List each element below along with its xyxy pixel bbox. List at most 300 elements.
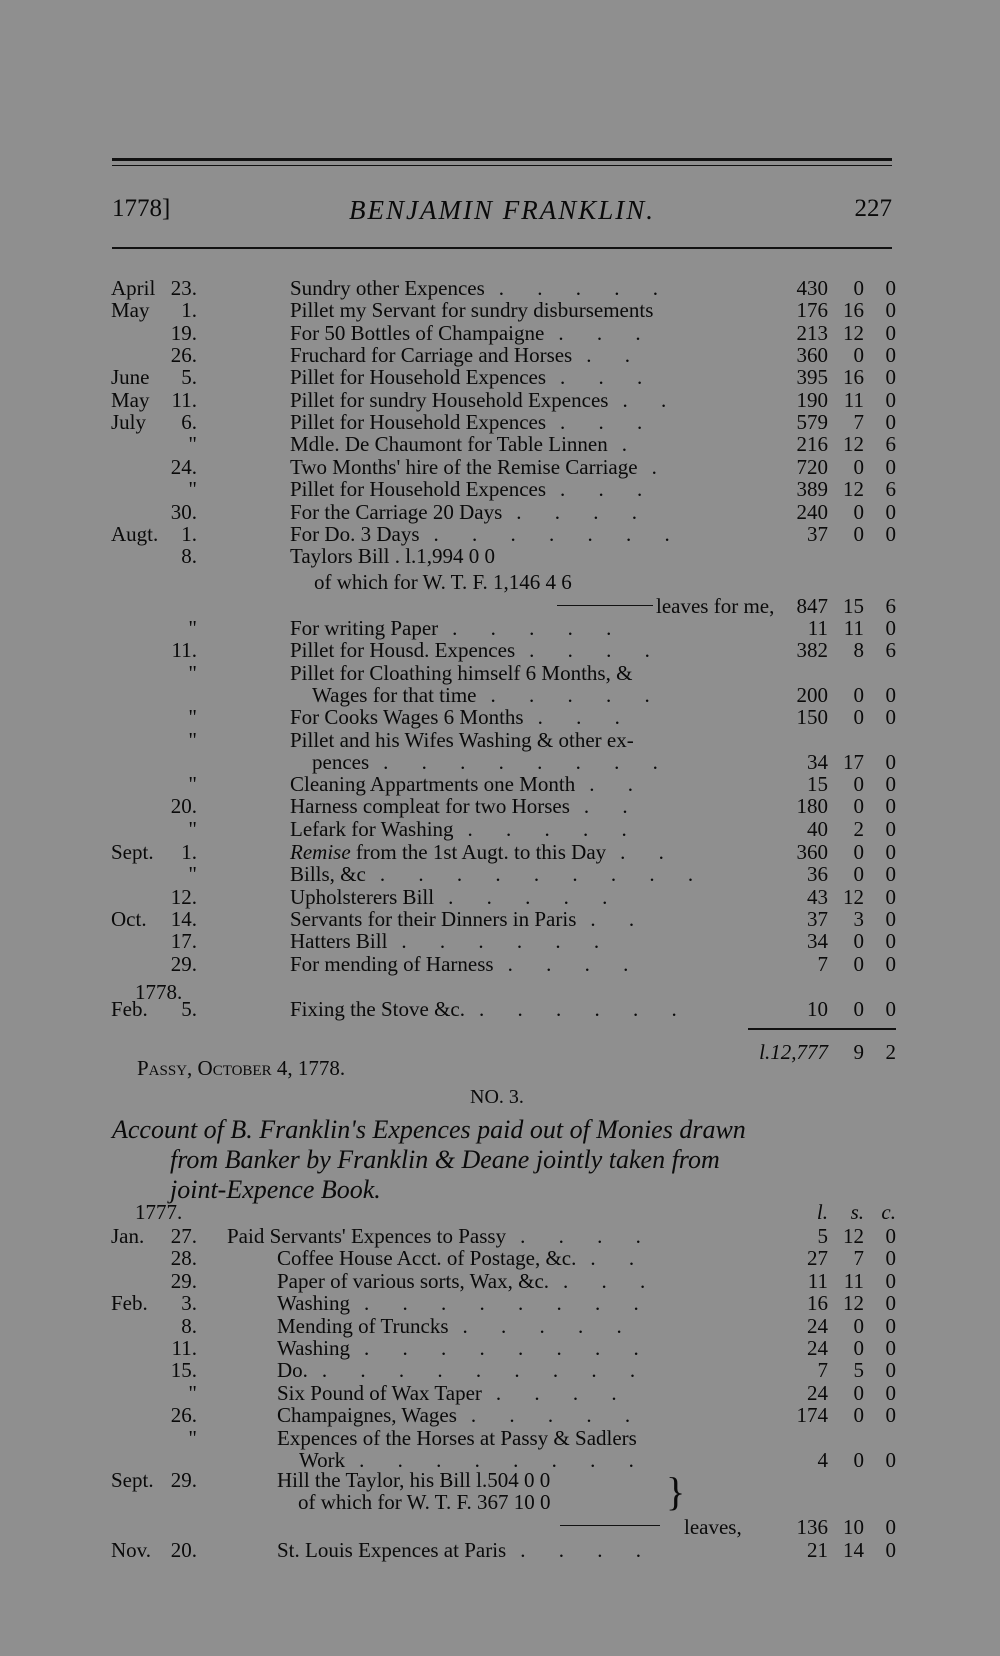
ledger-row	[0, 817, 1000, 841]
amount-pounds: 34	[807, 929, 828, 954]
account-title-line-1: Account of B. Franklin's Expences paid out of Monies drawn	[112, 1115, 746, 1144]
entry-month: Augt.	[111, 521, 159, 546]
amount-pounds: 43	[807, 884, 828, 909]
entry-description-text: Fixing the Stove &c.	[290, 997, 465, 1021]
leader-dots: . . . . .	[490, 682, 664, 707]
entry-description-text: Harness compleat for two Horses	[290, 794, 570, 819]
entry-description-text: Coffee House Acct. of Postage, &c.	[277, 1246, 577, 1271]
amount-pence: 0	[885, 951, 896, 976]
entry-day: 20.	[170, 794, 197, 819]
entry-description	[290, 500, 651, 524]
ledger-row	[0, 907, 1000, 931]
amount-pounds: 176	[796, 298, 828, 323]
amount-pence: 0	[885, 365, 896, 390]
entry-month: Jan.	[111, 1224, 145, 1248]
amount-pence: 0	[885, 1291, 896, 1316]
amount-pence: 0	[885, 343, 896, 368]
entry-description-text: Pillet for Housd. Expences	[290, 638, 516, 663]
entry-day: "	[188, 816, 197, 841]
amount-pounds: 395	[796, 365, 828, 390]
amount-shillings: 12	[843, 477, 864, 502]
entry-description	[290, 343, 644, 367]
ledger-row	[0, 616, 1000, 640]
entry-description-text: Pillet for sundry Household Expences	[290, 387, 609, 412]
amount-pounds: 24	[807, 1336, 828, 1360]
entry-day: 1.	[181, 840, 197, 864]
leader-dots: . . . . .	[462, 1313, 636, 1338]
entry-description	[290, 432, 641, 456]
entry-description-text: Paid Servants' Expences to Passy	[227, 1224, 507, 1248]
ledger-row	[0, 455, 1000, 479]
amount-shillings: 12	[843, 320, 864, 345]
ledger-row	[0, 1224, 1000, 1248]
entry-description	[290, 522, 684, 546]
entry-day: 27.	[170, 1224, 197, 1248]
leader-dots: . . . . .	[498, 276, 673, 300]
entry-day: 11.	[171, 1336, 197, 1360]
amount-pence: 0	[885, 862, 896, 887]
entry-description	[290, 410, 656, 434]
amount-pounds: 21	[807, 1538, 828, 1562]
leader-dots: .	[621, 432, 641, 457]
amount-pence: 6	[885, 432, 896, 457]
entry-description	[227, 1224, 655, 1248]
entry-description-text: Paper of various sorts, Wax, &c.	[277, 1268, 550, 1293]
entry-month: Oct.	[111, 906, 147, 931]
amount-pounds: 136	[796, 1515, 828, 1539]
leaves-dash-2	[560, 1525, 660, 1526]
amount-pence: 0	[885, 298, 896, 323]
entry-day: "	[188, 432, 197, 457]
ledger-row	[0, 1246, 1000, 1270]
ledger-row	[0, 794, 1000, 818]
amount-pounds: 579	[796, 410, 828, 435]
amount-pounds: 7	[817, 951, 828, 976]
amount-pounds: 389	[796, 477, 828, 502]
entry-day: 23.	[170, 276, 197, 300]
entry-day: 12.	[170, 884, 197, 909]
entry-description	[290, 544, 495, 568]
account-title	[112, 1115, 902, 1205]
entry-description	[290, 885, 621, 909]
entry-day: 14.	[170, 906, 197, 931]
entry-month: May	[111, 387, 150, 412]
entry-day: 29.	[170, 1268, 197, 1293]
entry-month: Sept.	[111, 840, 154, 864]
amount-shillings: 11	[843, 1268, 864, 1293]
entry-description-text: Pillet and his Wifes Washing & other ex-	[290, 727, 634, 752]
entry-day: 30.	[170, 499, 197, 524]
entry-description-text: Two Months' hire of the Remise Carriage	[290, 454, 638, 479]
leader-dots: . . . . . . .	[433, 521, 684, 546]
entry-description	[290, 997, 691, 1021]
entry-description	[277, 1403, 644, 1427]
amount-shillings: 10	[843, 1515, 864, 1539]
amount-pounds: 213	[796, 320, 828, 345]
ledger-row	[0, 321, 1000, 345]
ledger-row	[0, 1336, 1000, 1360]
leaves-line-2	[0, 1515, 1000, 1539]
header-year: 1778]	[112, 195, 171, 222]
entry-description	[277, 1538, 655, 1562]
entry-month: April	[111, 276, 156, 300]
amount-shillings: 12	[843, 432, 864, 457]
entry-day: 20.	[170, 1538, 197, 1562]
entry-day: "	[188, 1425, 197, 1450]
amount-shillings: 8	[853, 638, 864, 663]
amount-pence: 0	[885, 997, 896, 1021]
amount-pounds: 216	[796, 432, 828, 457]
place-date: Passy, October 4, 1778.	[137, 1056, 346, 1080]
amount-pounds: 190	[796, 387, 828, 412]
entry-day: 8.	[181, 1313, 197, 1338]
amount-shillings: 17	[843, 749, 864, 774]
amount-pence: 0	[885, 682, 896, 707]
ledger-row	[0, 772, 1000, 796]
amount-pounds: 180	[796, 794, 828, 819]
amount-pounds: 37	[807, 521, 828, 546]
entry-day: 1.	[181, 521, 197, 546]
leader-dots: . .	[586, 343, 644, 368]
entry-day: 3.	[181, 1291, 197, 1316]
entry-day: 5.	[181, 997, 197, 1021]
ledger-row	[0, 997, 1000, 1021]
amount-pounds: 430	[796, 276, 828, 300]
entry-description	[290, 455, 671, 479]
entry-day: 11.	[171, 387, 197, 412]
hill-day: 29.	[170, 1468, 197, 1492]
entry-description	[290, 616, 625, 640]
top-rule-thin	[112, 165, 892, 166]
leader-dots: . .	[622, 387, 681, 412]
entry-description-text: For Do. 3 Days	[290, 521, 420, 546]
amount-pounds: 174	[796, 1403, 828, 1428]
entry-description-text: Washing	[277, 1336, 350, 1360]
entry-description	[277, 1291, 653, 1315]
leader-dots: . .	[590, 906, 649, 931]
ledger-row	[0, 276, 1000, 300]
account-title-line-2: from Banker by Franklin & Deane jointly taken from	[170, 1145, 720, 1174]
section-number: NO. 3.	[470, 1086, 524, 1108]
entry-description	[290, 477, 656, 501]
amount-pounds: 34	[807, 749, 828, 774]
amount-shillings: 0	[853, 454, 864, 479]
amount-pounds: 15	[807, 772, 828, 797]
amount-pence: 0	[885, 1268, 896, 1293]
entry-description-text: Mending of Truncks	[277, 1313, 449, 1338]
entry-description	[290, 772, 647, 796]
leaves-label: leaves,	[684, 1515, 742, 1539]
entry-month: Feb.	[111, 997, 148, 1021]
leader-dots: .	[651, 454, 671, 479]
ledger-row	[0, 410, 1000, 434]
amount-shillings: 0	[853, 1448, 864, 1472]
header-title: BENJAMIN FRANKLIN.	[349, 195, 655, 225]
amount-shillings: 5	[853, 1358, 864, 1383]
entry-description-text: Expences of the Horses at Passy & Sadlers	[277, 1425, 637, 1450]
amount-pounds: 4	[817, 1448, 828, 1472]
entry-day: 26.	[170, 343, 197, 368]
leader-dots: . .	[583, 794, 642, 819]
ledger-row	[0, 750, 1000, 774]
leader-dots: . . . . . .	[479, 997, 691, 1021]
entry-day: 19.	[170, 320, 197, 345]
entry-description-text: Mdle. De Chaumont for Table Linnen	[290, 432, 608, 457]
amount-pounds: 11	[807, 1268, 828, 1293]
entry-day: 17.	[170, 929, 197, 954]
amount-shillings: 15	[843, 594, 864, 618]
entry-day: "	[188, 1380, 197, 1405]
ledger-row	[0, 298, 1000, 322]
entry-description	[290, 661, 632, 685]
leader-dots: . . . . .	[467, 816, 641, 841]
entry-description-text: Sundry other Expences	[290, 276, 485, 300]
amount-shillings: 0	[853, 521, 864, 546]
entry-day: 6.	[181, 410, 197, 435]
amount-pounds: 24	[807, 1313, 828, 1338]
entry-description	[290, 321, 655, 345]
taylors-sub-line: of which for W. T. F. 1,146 4 6	[314, 570, 572, 594]
entry-description	[277, 1426, 637, 1450]
amount-pounds: 360	[796, 840, 828, 864]
entry-description	[290, 365, 656, 389]
leader-dots: . . . .	[516, 499, 652, 524]
amount-pounds: 24	[807, 1380, 828, 1405]
amount-pounds: 11	[807, 616, 828, 640]
entry-month: July	[111, 410, 147, 435]
entry-description	[277, 1381, 631, 1405]
entry-description-text: Pillet for Household Expences	[290, 410, 547, 435]
ledger-row	[0, 862, 1000, 886]
amount-shillings: 0	[853, 997, 864, 1021]
leader-dots: . . .	[537, 705, 634, 730]
amount-shillings: 16	[843, 365, 864, 390]
amount-pence: 0	[885, 705, 896, 730]
total-pence: 2	[885, 1040, 896, 1064]
amount-pence: 0	[885, 320, 896, 345]
amount-shillings: 0	[853, 343, 864, 368]
entry-month: Nov.	[111, 1538, 152, 1562]
amount-shillings: 0	[853, 705, 864, 730]
hill-month: Sept.	[111, 1468, 154, 1492]
amount-pence: 0	[885, 884, 896, 909]
entry-description	[277, 1269, 659, 1293]
entry-description-text: Hatters Bill	[290, 929, 388, 954]
amount-shillings: 0	[853, 1380, 864, 1405]
amount-pence: 0	[885, 454, 896, 479]
leader-dots: . .	[589, 772, 647, 797]
entry-description-italic: Remise	[290, 840, 351, 864]
amount-pence: 0	[885, 1224, 896, 1248]
account-title-line-3: joint-Expence Book.	[170, 1175, 381, 1204]
entry-day: 26.	[170, 1403, 197, 1428]
header-rule	[112, 247, 892, 249]
amount-pence: 0	[885, 1313, 896, 1338]
amount-pence: 0	[885, 1403, 896, 1428]
year-1777-label: 1777.	[135, 1200, 183, 1224]
amount-shillings: 0	[853, 1313, 864, 1338]
ledger-row	[0, 705, 1000, 729]
amount-shillings: 11	[843, 616, 864, 640]
entry-day: 29.	[170, 951, 197, 976]
total-rule	[748, 1028, 896, 1030]
total-shillings: 9	[853, 1040, 864, 1064]
ledger-row	[0, 683, 1000, 707]
amount-pence: 0	[885, 794, 896, 819]
col-head-pounds: l.	[816, 1200, 828, 1224]
ledger-row	[0, 1269, 1000, 1293]
entry-description	[277, 1358, 649, 1382]
amount-shillings: 0	[853, 862, 864, 887]
amount-pounds: 40	[807, 816, 828, 841]
running-header	[112, 195, 892, 235]
leader-dots: . . . . .	[470, 1403, 645, 1428]
entry-description	[290, 276, 672, 300]
ledger-row	[0, 1381, 1000, 1405]
ledger-row	[0, 432, 1000, 456]
entry-month: Feb.	[111, 1291, 148, 1316]
top-rule-thick	[112, 158, 892, 161]
amount-pence: 0	[885, 840, 896, 864]
entry-day: 15.	[170, 1358, 197, 1383]
amount-pence: 0	[885, 499, 896, 524]
amount-shillings: 2	[853, 816, 864, 841]
col-head-pence: c.	[881, 1200, 896, 1224]
leader-dots: . .	[620, 840, 678, 864]
entry-description-text: Do.	[277, 1358, 308, 1383]
entry-day: "	[188, 477, 197, 502]
leader-dots: . . .	[560, 477, 657, 502]
entry-description	[290, 817, 641, 841]
entry-description-text: Cleaning Appartments one Month	[290, 772, 576, 797]
ledger-row	[0, 885, 1000, 909]
entry-day: 1.	[181, 298, 197, 323]
amount-pence: 0	[885, 906, 896, 931]
amount-pence: 0	[885, 410, 896, 435]
entry-description	[290, 929, 613, 953]
leaves-dash	[557, 605, 653, 606]
entry-description	[290, 952, 642, 976]
leader-dots: . . .	[560, 410, 657, 435]
amount-shillings: 7	[853, 410, 864, 435]
ledger-row	[0, 638, 1000, 662]
leader-dots: . . . . . .	[401, 929, 614, 954]
year-1777-row	[0, 1200, 1000, 1224]
entry-day: "	[188, 616, 197, 640]
amount-pence: 0	[885, 276, 896, 300]
leader-dots: . . .	[563, 1268, 660, 1293]
ledger-row	[0, 661, 1000, 685]
entry-day: "	[188, 727, 197, 752]
ledger-row	[0, 343, 1000, 367]
ledger-row	[0, 840, 1000, 864]
amount-pounds: 200	[796, 682, 828, 707]
amount-pounds: 150	[796, 705, 828, 730]
leader-dots: . . . .	[529, 638, 664, 663]
amount-pounds: 5	[817, 1224, 828, 1248]
amount-pence: 0	[885, 749, 896, 774]
entry-day: "	[188, 660, 197, 685]
hill-brace: }	[666, 1469, 686, 1514]
amount-shillings: 0	[853, 794, 864, 819]
amount-shillings: 0	[853, 276, 864, 300]
entry-description-text: from the 1st Augt. to this Day	[350, 840, 607, 864]
amount-shillings: 0	[853, 1336, 864, 1360]
ledger-row	[0, 1426, 1000, 1450]
ledger-row	[0, 1538, 1000, 1562]
ledger-row	[0, 728, 1000, 752]
amount-pounds: 360	[796, 343, 828, 368]
entry-description-text: Bills, &c	[290, 862, 366, 887]
leader-dots: . . . . . . . .	[383, 749, 672, 774]
entry-description	[290, 862, 707, 886]
entry-day: "	[188, 862, 197, 887]
amount-shillings: 0	[853, 499, 864, 524]
amount-shillings: 7	[853, 1246, 864, 1271]
entry-description	[290, 388, 680, 412]
entry-description-text: Pillet for Household Expences	[290, 365, 547, 390]
page-number: 227	[854, 195, 892, 222]
entry-description	[290, 728, 634, 752]
entry-description	[277, 1314, 636, 1338]
amount-shillings: 0	[853, 772, 864, 797]
amount-pounds: 36	[807, 862, 828, 887]
amount-pence: 0	[885, 1538, 896, 1562]
leader-dots: . . . . . . . . .	[379, 862, 708, 887]
leader-dots: . . . .	[520, 1224, 655, 1248]
leader-dots: . . . . . . . .	[363, 1336, 653, 1360]
leader-dots: . . . .	[520, 1538, 655, 1562]
amount-pence: 0	[885, 1336, 896, 1360]
entry-description-text: For 50 Bottles of Champaigne	[290, 320, 545, 345]
ledger-row	[0, 1314, 1000, 1338]
hill-sub: of which for W. T. F. 367 10 0	[298, 1490, 551, 1514]
amount-pence: 0	[885, 1515, 896, 1539]
amount-pence: 6	[885, 477, 896, 502]
entry-day: "	[188, 705, 197, 730]
amount-shillings: 0	[853, 840, 864, 864]
entry-description	[290, 705, 634, 729]
amount-pence: 0	[885, 1448, 896, 1472]
entry-description-text: Taylors Bill . l.1,994 0 0	[290, 544, 496, 569]
leaves-line-1	[0, 594, 1000, 618]
leader-dots: . . . . . . . .	[363, 1291, 653, 1316]
amount-pence: 0	[885, 1358, 896, 1383]
ledger-row	[0, 1291, 1000, 1315]
entry-day: 8.	[181, 544, 197, 569]
entry-month: June	[111, 365, 150, 390]
entry-day: "	[188, 772, 197, 797]
leader-dots: . . . .	[495, 1380, 631, 1405]
leader-dots: . . . . . . . . .	[321, 1358, 650, 1383]
amount-pounds: 847	[796, 594, 828, 618]
amount-pence: 6	[885, 638, 896, 663]
amount-shillings: 11	[843, 387, 864, 412]
entry-description-text: For mending of Harness	[290, 951, 494, 976]
ledger-row	[0, 929, 1000, 953]
amount-pounds: 27	[807, 1246, 828, 1271]
amount-shillings: 0	[853, 951, 864, 976]
entry-day: 11.	[171, 638, 197, 663]
amount-pounds: 37	[807, 906, 828, 931]
leader-dots: . . . .	[507, 951, 643, 976]
entry-description-text: pences	[312, 749, 370, 774]
leader-dots: . . . . . . . .	[359, 1448, 648, 1472]
ledger-row	[0, 1403, 1000, 1427]
ledger-row	[0, 522, 1000, 546]
entry-description-text: Washing	[277, 1291, 350, 1316]
year-1778-label: 1778.	[135, 980, 183, 1004]
